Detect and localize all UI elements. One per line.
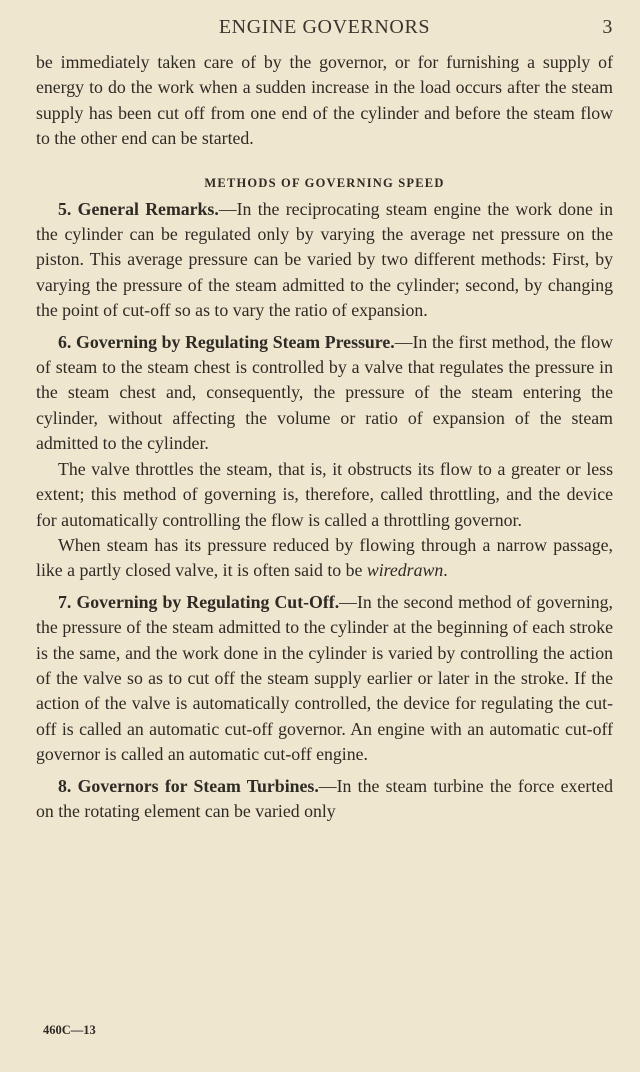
- paragraph-body: When steam has its pressure reduced by flowing through a narrow passage, like a partly closed valve, it is often said to be: [36, 534, 613, 581]
- paragraph-number: 7.: [58, 591, 72, 612]
- paragraph-number: 8.: [58, 775, 72, 796]
- paragraph-title: General Remarks.: [77, 198, 219, 219]
- running-header: [36, 16, 613, 50]
- paragraph-wiredrawn: [36, 533, 613, 584]
- paragraph-7: [36, 590, 613, 768]
- running-title: ENGINE GOVERNORS: [218, 16, 431, 38]
- paragraph-number: 6.: [58, 331, 72, 352]
- paragraph-throttling: [36, 457, 613, 533]
- paragraph-title: Governing by Regulating Cut-Off.: [76, 591, 340, 612]
- paragraph-title: Governing by Regulating Steam Pressure.: [76, 331, 395, 352]
- paragraph-6: [36, 330, 613, 457]
- paragraph-number: 5.: [58, 198, 72, 219]
- paragraph-title: Governors for Steam Turbines.: [77, 775, 319, 796]
- paragraph-5: [36, 197, 613, 324]
- page-number: 3: [602, 16, 613, 38]
- paragraph-body: —In the steam turbine the force exerted on the rotating element can be varied only: [36, 775, 613, 821]
- section-heading: METHODS OF GOVERNING SPEED: [204, 175, 445, 190]
- paragraph-body-end: .: [443, 560, 448, 581]
- paragraph-body: The valve throttles the steam, that is, it obstructs its flow to a greater or less extent; this method of governing is, therefore, called throttling, and the device for automatically controlling the flow is called a throttling governor.: [36, 458, 613, 530]
- paragraph-8: [36, 774, 613, 825]
- signature-code: 460C—13: [43, 1023, 96, 1037]
- emphasis-term: wiredrawn: [366, 560, 444, 581]
- paragraph-body: —In the reciprocating steam engine the work done in the cylinder can be regulated only by varying the average net pressure on the piston. This average pressure can be varied by two different methods: First, by varying the pressure of the steam admitted to the cylinder; second, by changing the point of cut-off so as to vary the ratio of expansion.: [36, 198, 613, 321]
- paragraph-body: —In the first method, the flow of steam to the steam chest is controlled by a valve that regulates the pressure in the steam chest and, consequently, the pressure of the steam entering the cylinder, without affecting the volume or ratio of expansion of the steam admitted to the cylinder.: [36, 331, 613, 454]
- paragraph-body: —In the second method of governing, the pressure of the steam admitted to the cylinder at the beginning of each stroke is the same, and the work done in the cylinder is varied by controlling the action of the valve so as to cut off the steam supply earlier or later in the stroke. If the action of the valve is automatically controlled, the device for regulating the cut-off is called an automatic cut-off governor. An engine with an automatic cut-off governor is called an automatic cut-off engine.: [36, 591, 613, 765]
- intro-paragraph: be immediately taken care of by the governor, or for furnishing a supply of energy to do the work when a sudden increase in the load occurs after the steam supply has been cut off from one end of the cylinder and before the steam flow to the other end can be started.: [36, 52, 613, 149]
